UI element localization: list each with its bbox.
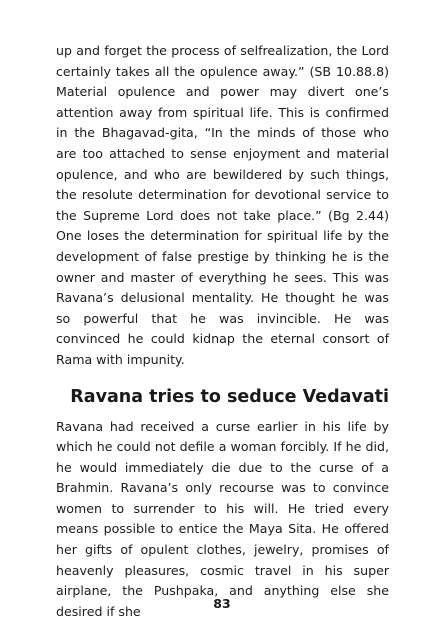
body-paragraph-1: up and forget the process of selfrealization, the Lord certainly takes all the opulence away.” (SB 10.88.8) Material opulence and power may divert one’s attention away from spiritual life. This is confirmed in the Bhagavad-gita, “In the minds of those who are too attached to sense enjoyment and material opulence, and who are bewildered by such things, the resolute determination for devotional service to the Supreme Lord does not take place.” (Bg 2.44) One loses the determination for spiritual life by the development of false prestige by thinking he is the owner and master of everything he sees. This was Ravana’s delusional mentality. He thought he was so powerful that he was invincible. He was convinced he could kidnap the eternal consort of Rama with impunity. (56, 43, 389, 367)
page-number: 83 (213, 596, 231, 611)
page-body (56, 41, 389, 622)
section-heading: Ravana tries to seduce Vedavati (70, 386, 389, 407)
body-paragraph-2: Ravana had received a curse earlier in his life by which he could not defile a woman forcibly. If he did, he would immediately die due to the curse of a Brahmin. Ravana’s only recourse was to convince women to surrender to his will. He tried every means possible to entice the Maya Sita. He offered her gifts of opulent clothes, jewelry, promises of heavenly pleasures, cosmic travel in his super airplane, the Pushpaka, and anything else she desired if she (56, 418, 389, 619)
